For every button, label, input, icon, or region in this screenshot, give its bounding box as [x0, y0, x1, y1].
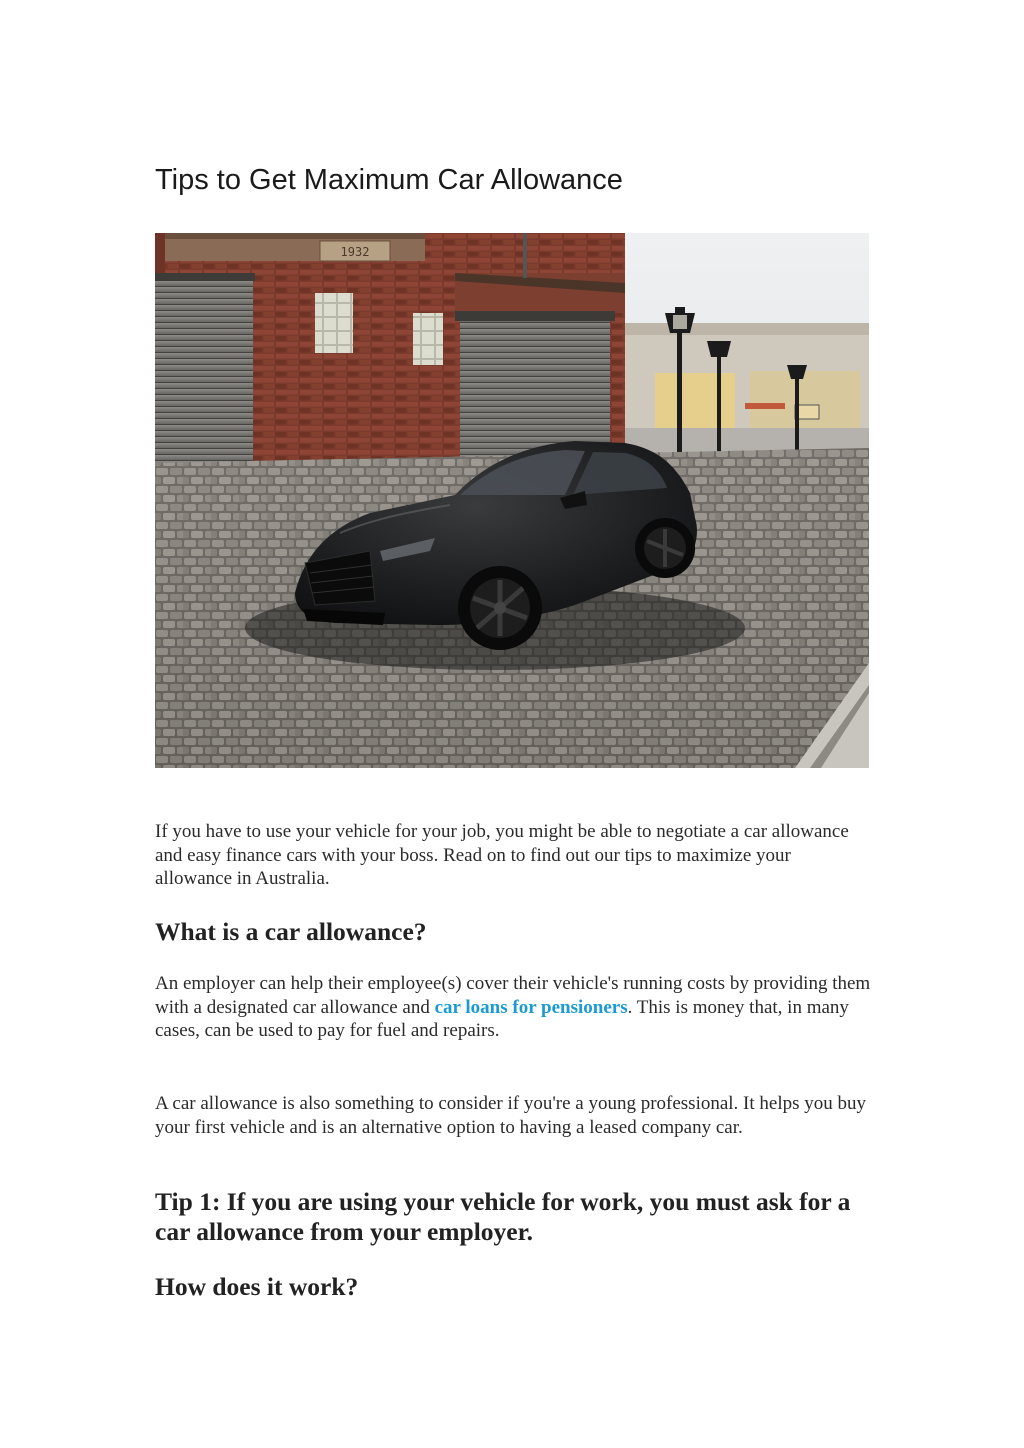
- definition-text-end: . This is money that, in many cases, can be used to pay for fuel and repairs.: [155, 996, 849, 1041]
- car-photo: [155, 233, 869, 768]
- tip-1-heading: Tip 1: If you are using your vehicle for work, you must ask for a car allowance from your employer.: [155, 1187, 851, 1246]
- definition-text-start: An employer can help their employee(s) cover their vehicle's running costs by providing them with a designated car allowance and: [155, 973, 871, 1018]
- page-title: Tips to Get Maximum Car Allowance: [155, 164, 623, 196]
- section-heading-how-does-it-work: How does it work?: [155, 1272, 359, 1301]
- section-heading-what-is-car-allowance: What is a car allowance?: [155, 917, 427, 946]
- young-professional-paragraph: A car allowance is also something to consider if you're a young professional. It helps you buy your first vehicle and is an alternative option to having a leased company car.: [155, 1093, 867, 1138]
- intro-paragraph: If you have to use your vehicle for your job, you might be able to negotiate a car allowance and easy finance cars with your boss. Read on to find out our tips to maximize your allowance in Australia.: [155, 821, 849, 889]
- building-year-sign: 1932: [340, 245, 370, 259]
- definition-paragraph: [155, 972, 871, 1043]
- car-loans-for-pensioners-link[interactable]: car loans for pensioners: [434, 996, 628, 1018]
